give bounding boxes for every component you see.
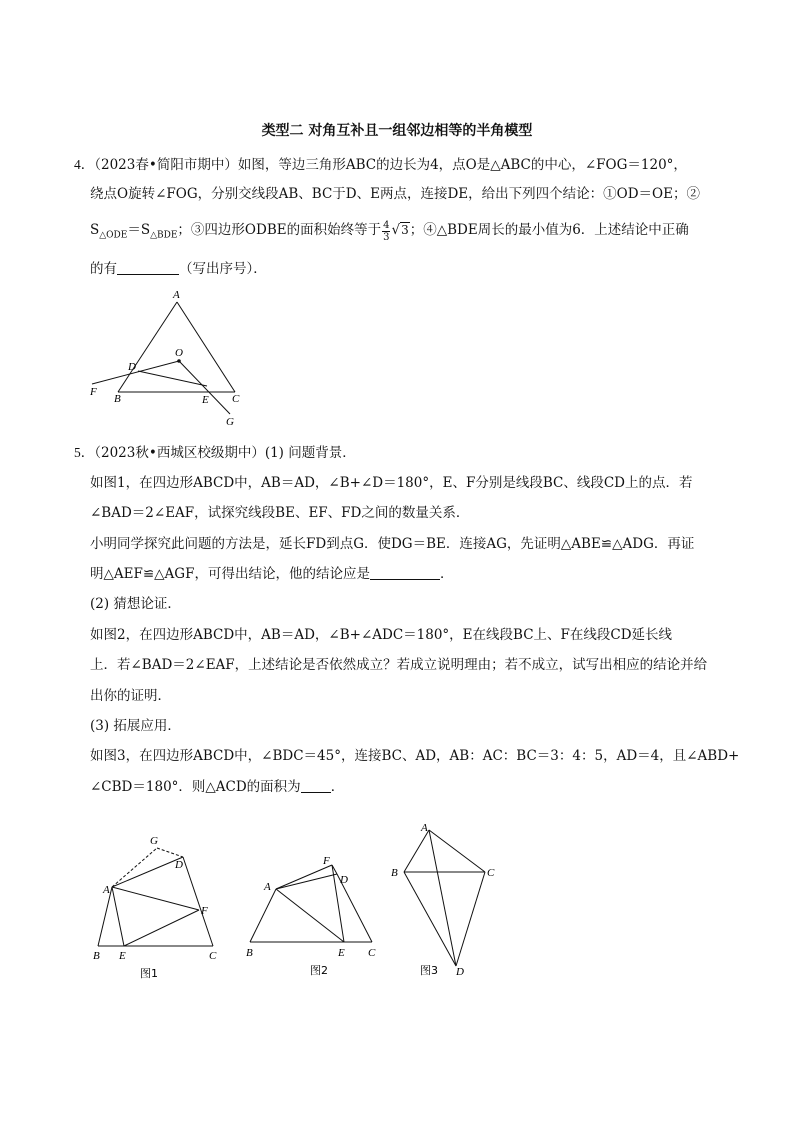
fig1-label-e: E xyxy=(119,950,126,962)
label-o: O xyxy=(175,347,183,359)
sqrt-icon: √ xyxy=(391,222,401,238)
q5-line-7: 如图2，在四边形ABCD中，AB＝AD，∠B+∠ADC＝180°，E在线段BC上、F在线段CD延长线 xyxy=(90,627,673,643)
fig1-ae xyxy=(112,887,124,946)
q5-line-12 xyxy=(90,777,344,797)
q4-line-2: 绕点O旋转∠FOG，分别交线段AB、BC于D、E两点，连接DE，给出下列四个结论：①OD＝OE；② xyxy=(90,186,700,202)
segment-de xyxy=(138,371,207,386)
label-e: E xyxy=(202,394,209,406)
q5-answer-blank-2[interactable] xyxy=(301,778,331,793)
fig1-af xyxy=(112,887,199,910)
q5-number: 5． xyxy=(74,445,95,460)
fig2-label-c: C xyxy=(368,947,376,959)
q5-line-8: 上．若∠BAD＝2∠EAF，上述结论是否依然成立？若成立说明理由；若不成立，试写出相应的结论并给 xyxy=(90,657,708,673)
label-d: D xyxy=(128,361,136,373)
fig1-label-d: D xyxy=(175,859,183,871)
fig3-cd xyxy=(456,872,485,966)
fig1-label-a: A xyxy=(103,884,110,896)
q5-line-4: 小明同学探究此问题的方法是，延长FD到点G．使DG＝BE．连接AG，先证明△ABE≌△ADG．再证 xyxy=(90,536,695,552)
q5-line-1 xyxy=(74,443,356,463)
q4-figure xyxy=(80,288,260,428)
q4-s-symbol-1: S xyxy=(90,222,100,238)
fig1-ag-dashed xyxy=(112,848,157,887)
q4-text-1: （2023春•简阳市期中）如图，等边三角形ABC的边长为4，点O是△ABC的中心，∠FOG＝120°， xyxy=(94,157,687,173)
q4-line-3 xyxy=(90,220,689,246)
q5-text-12b: ． xyxy=(330,779,345,795)
q5-text-12a: ∠CBD＝180°．则△ACD的面积为 xyxy=(90,779,301,795)
q5-line-5 xyxy=(90,564,453,584)
q5-text-5b: ． xyxy=(439,566,454,582)
figure-2-caption: 图2 xyxy=(310,964,328,977)
fig1-label-g: G xyxy=(150,835,158,847)
fig1-label-b: B xyxy=(93,950,100,962)
q4-text-4b: （写出序号）． xyxy=(179,261,267,277)
figure-3-caption: 图3 xyxy=(420,964,438,977)
fig1-label-c: C xyxy=(209,950,217,962)
ray-og xyxy=(179,361,230,414)
fig2-ae xyxy=(276,889,344,942)
fig2-label-a: A xyxy=(264,881,271,893)
q4-line-1 xyxy=(74,155,687,175)
fig2-label-f: F xyxy=(323,855,330,867)
q5-line-9: 出你的证明． xyxy=(90,688,171,704)
label-a: A xyxy=(173,289,180,301)
q4-sub-bde: △BDE xyxy=(150,230,178,241)
fig3-label-b: B xyxy=(391,867,398,879)
page-title: 类型二 对角互补且一组邻边相等的半角模型 xyxy=(261,123,533,139)
label-c: C xyxy=(232,393,240,405)
q5-answer-blank-1[interactable] xyxy=(370,565,440,580)
q5-line-2: 如图1，在四边形ABCD中，AB＝AD，∠B+∠D＝180°，E、F分别是线段BC、线段CD上的点．若 xyxy=(90,475,693,491)
figure-3 xyxy=(404,830,485,966)
q5-line-10: (3) 拓展应用． xyxy=(90,718,181,734)
fig1-gd-dashed xyxy=(157,848,183,857)
figure-2 xyxy=(250,865,372,942)
q4-answer-blank[interactable] xyxy=(117,260,179,275)
segment-ab xyxy=(118,302,177,392)
sqrt-radicand: 3 xyxy=(401,223,409,237)
label-b: B xyxy=(114,393,121,405)
fig3-label-a: A xyxy=(421,822,428,834)
fraction-4-3 xyxy=(382,220,390,243)
q4-equals: ＝S xyxy=(127,222,151,238)
fig2-label-b: B xyxy=(246,947,253,959)
q4-text-3-end: ；④△BDE周长的最小值为6．上述结论中正确 xyxy=(409,222,689,238)
figure-1 xyxy=(98,848,213,946)
q4-sub-ode: △ODE xyxy=(99,230,128,241)
q5-figures xyxy=(80,820,600,990)
figure-1-caption: 图1 xyxy=(140,967,158,980)
fraction-numerator: 4 xyxy=(383,220,390,231)
fig3-ad xyxy=(429,830,456,966)
q4-number: 4． xyxy=(74,157,95,172)
fig1-da xyxy=(112,857,183,887)
fig1-ef xyxy=(124,910,199,946)
q4-text-4a: 的有 xyxy=(90,261,117,277)
q5-line-11: 如图3，在四边形ABCD中，∠BDC＝45°，连接BC、AD，AB：AC：BC＝3：4：5，AD＝4，且∠ABD+ xyxy=(90,748,740,764)
fig2-ab xyxy=(250,889,276,942)
fig2-label-d: D xyxy=(340,874,348,886)
fig2-label-e: E xyxy=(338,947,345,959)
fig3-label-d: D xyxy=(456,966,464,978)
fig3-ac xyxy=(429,830,485,872)
fig3-label-c: C xyxy=(487,867,495,879)
q5-text-5a: 明△AEF≌△AGF，可得出结论，他的结论应是 xyxy=(90,566,370,582)
label-f: F xyxy=(90,386,97,398)
point-o xyxy=(177,359,181,363)
q5-line-6: (2) 猜想论证． xyxy=(90,596,181,612)
fig3-ab xyxy=(404,830,429,872)
q4-line-4 xyxy=(90,259,267,279)
q5-line-3: ∠BAD＝2∠EAF，试探究线段BE、EF、FD之间的数量关系． xyxy=(90,505,470,521)
fig1-cd xyxy=(183,857,213,946)
fig1-label-f: F xyxy=(201,905,208,917)
q5-text-1: （2023秋•西城区校级期中）(1) 问题背景． xyxy=(94,445,356,461)
segment-ac xyxy=(177,302,235,392)
label-g: G xyxy=(226,416,234,428)
fig3-bd xyxy=(404,872,456,966)
fraction-denominator: 3 xyxy=(383,232,390,243)
q4-text-3: ；③四边形ODBE的面积始终等于 xyxy=(177,222,382,238)
